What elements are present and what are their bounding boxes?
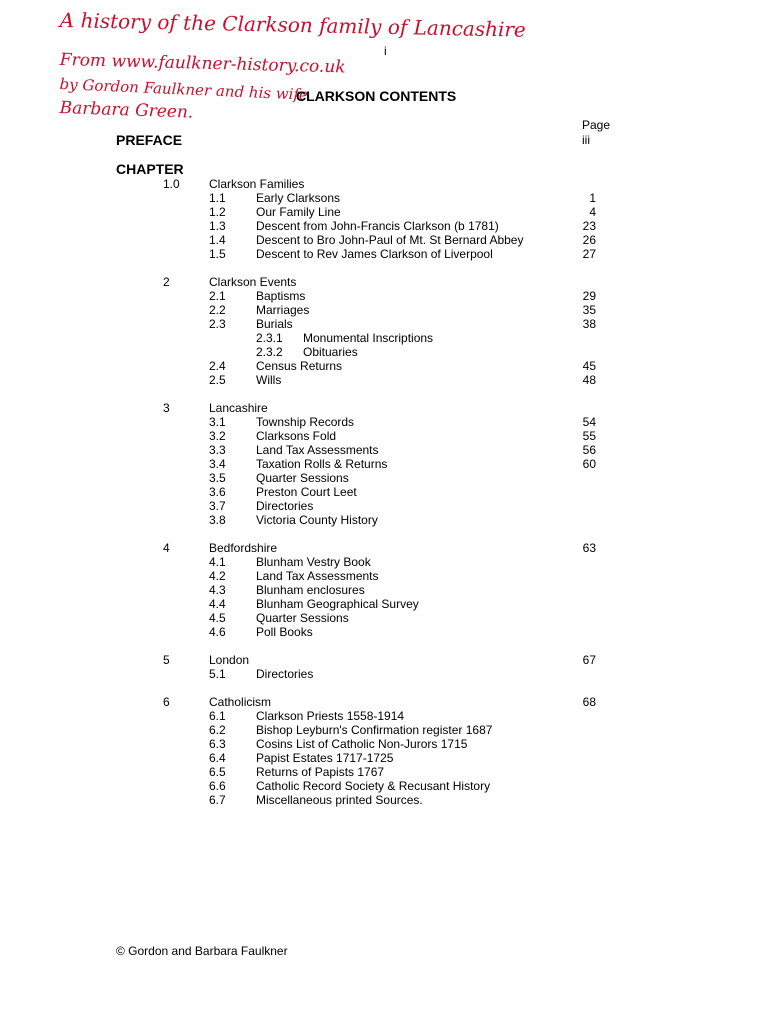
toc-section-number: 1.5 [209,247,226,261]
toc-section-number: 3.2 [209,429,226,443]
toc-section-number: 4.4 [209,597,226,611]
toc-section-row [0,457,770,471]
toc-section-number: 4.1 [209,555,226,569]
toc-section-row [0,303,770,317]
toc-section-row [0,415,770,429]
toc-page-number: 67 [582,653,596,667]
toc-section-title: Returns of Papists 1767 [256,765,385,779]
toc-section-title: Victoria County History [256,513,378,527]
toc-chapter-row [0,275,770,289]
toc-spacer [0,681,770,695]
toc-section-title: Census Returns [256,359,343,373]
toc-section-row [0,597,770,611]
toc-page-number: 29 [582,289,596,303]
toc-chapter-row [0,541,770,555]
page-title: CLARKSON CONTENTS [296,88,457,104]
toc-page-number: 54 [582,415,596,429]
toc-chapter-title: Clarkson Events [209,275,297,289]
toc-section-row [0,317,770,331]
toc-page-number: 38 [582,317,596,331]
toc-spacer [0,261,770,275]
page-column-header: Page [582,118,611,132]
toc-section-number: 4.5 [209,611,226,625]
toc-chapter-number: 4 [163,541,170,555]
toc-spacer [0,387,770,401]
toc-subsection-number: 2.3.1 [256,331,283,345]
chapter-heading: CHAPTER [116,161,184,177]
toc-chapter-row [0,653,770,667]
toc-chapter-number: 5 [163,653,170,667]
toc-page-number: 26 [582,233,596,247]
preface-page-number: iii [582,133,590,147]
toc-section-title: Land Tax Assessments [256,443,379,457]
toc-section-row [0,737,770,751]
toc-section-number: 1.2 [209,205,226,219]
toc-section-title: Land Tax Assessments [256,569,379,583]
toc-section-number: 6.5 [209,765,226,779]
toc-subsection-title: Obituaries [303,345,358,359]
toc-section-title: Marriages [256,303,310,317]
toc-section-title: Catholic Record Society & Recusant History [256,779,491,793]
toc-section-title: Our Family Line [256,205,341,219]
toc-section-title: Taxation Rolls & Returns [256,457,388,471]
toc-chapter-row [0,401,770,415]
toc-subsection-row [0,345,770,359]
toc-section-row [0,429,770,443]
toc-page-number: 1 [589,191,596,205]
toc-section-number: 1.4 [209,233,226,247]
toc-section-row [0,247,770,261]
toc-page-number: 4 [589,205,596,219]
toc-section-row [0,513,770,527]
toc-section-row [0,233,770,247]
toc-section-number: 3.1 [209,415,226,429]
toc-subsection-title: Monumental Inscriptions [303,331,434,345]
toc-section-row [0,359,770,373]
toc-section-title: Quarter Sessions [256,611,349,625]
toc-section-number: 3.3 [209,443,226,457]
toc-section-title: Poll Books [256,625,313,639]
toc-section-row [0,779,770,793]
toc-section-number: 2.1 [209,289,226,303]
toc-page-number: 48 [582,373,596,387]
toc-section-title: Burials [256,317,293,331]
toc-section-title: Clarkson Priests 1558-1914 [256,709,405,723]
toc-section-title: Blunham Geographical Survey [256,597,419,611]
toc-chapter-number: 6 [163,695,170,709]
toc-section-row [0,471,770,485]
toc-section-number: 2.2 [209,303,226,317]
toc-page-number: 23 [582,219,596,233]
toc-page-number: 35 [582,303,596,317]
toc-spacer [0,639,770,653]
toc-chapter-title: Clarkson Families [209,177,305,191]
toc-section-number: 3.4 [209,457,226,471]
toc-subsection-number: 2.3.2 [256,345,283,359]
toc-section-number: 5.1 [209,667,226,681]
toc-chapter-number: 3 [163,401,170,415]
toc-section-number: 3.7 [209,499,226,513]
toc-section-title: Township Records [256,415,355,429]
toc-chapter-title: London [209,653,250,667]
toc-section-row [0,555,770,569]
toc-section-row [0,443,770,457]
toc-section-row [0,667,770,681]
handwritten-source-annotation: From www.faulkner-history.co.uk [59,50,346,78]
toc-section-number: 1.1 [209,191,226,205]
toc-section-number: 2.3 [209,317,226,331]
toc-section-number: 4.2 [209,569,226,583]
toc-page-number: 27 [582,247,596,261]
toc-section-row [0,793,770,807]
toc-section-title: Early Clarksons [256,191,341,205]
page-number: i [384,44,387,58]
toc-section-row [0,765,770,779]
toc-page-number: 60 [582,457,596,471]
toc-section-row [0,569,770,583]
toc-chapter-number: 2 [163,275,170,289]
toc-chapter-title: Lancashire [209,401,268,415]
toc-section-number: 2.5 [209,373,226,387]
toc-section-number: 6.4 [209,751,226,765]
toc-section-row [0,219,770,233]
toc-page-number: 56 [582,443,596,457]
toc-section-number: 2.4 [209,359,226,373]
toc-section-title: Directories [256,499,314,513]
toc-section-row [0,709,770,723]
toc-section-title: Blunham Vestry Book [256,555,371,569]
toc-section-row [0,611,770,625]
toc-section-row [0,373,770,387]
toc-section-title: Descent to Rev James Clarkson of Liverpool [256,247,493,261]
handwritten-title-annotation: A history of the Clarkson family of Lancashire [59,8,527,42]
toc-section-row [0,485,770,499]
toc-page-number: 55 [582,429,596,443]
toc-section-number: 3.5 [209,471,226,485]
toc-subsection-row [0,331,770,345]
toc-section-number: 4.6 [209,625,226,639]
copyright-footer: © Gordon and Barbara Faulkner [116,944,288,958]
toc-section-title: Quarter Sessions [256,471,349,485]
toc-section-number: 6.1 [209,709,226,723]
toc-section-number: 6.2 [209,723,226,737]
toc-section-row [0,723,770,737]
toc-page-number: 63 [582,541,596,555]
toc-section-title: Bishop Leyburn's Confirmation register 1687 [256,723,493,737]
toc-section-title: Clarksons Fold [256,429,337,443]
toc-section-number: 3.8 [209,513,226,527]
toc-section-row [0,191,770,205]
toc-section-row [0,583,770,597]
toc-section-row [0,499,770,513]
toc-chapter-row [0,177,770,191]
toc-section-title: Cosins List of Catholic Non-Jurors 1715 [256,737,468,751]
handwritten-authors-annotation: by Gordon Faulkner and his wife [59,75,309,104]
toc-section-number: 1.3 [209,219,226,233]
preface-heading: PREFACE [116,132,183,148]
toc-section-row [0,751,770,765]
toc-page-number: 45 [582,359,596,373]
toc-section-number: 6.7 [209,793,226,807]
toc-section-title: Blunham enclosures [256,583,365,597]
toc-section-number: 6.6 [209,779,226,793]
toc-section-title: Descent from John-Francis Clarkson (b 1781) [256,219,499,233]
toc-section-row [0,289,770,303]
toc-chapter-title: Bedfordshire [209,541,278,555]
toc-section-title: Baptisms [256,289,306,303]
toc-section-title: Preston Court Leet [256,485,357,499]
toc-section-number: 6.3 [209,737,226,751]
toc-section-number: 4.3 [209,583,226,597]
toc-section-title: Descent to Bro John-Paul of Mt. St Bernard Abbey [256,233,524,247]
toc-section-title: Miscellaneous printed Sources. [256,793,423,807]
toc-spacer [0,527,770,541]
toc-section-title: Directories [256,667,314,681]
toc-section-row [0,205,770,219]
toc-chapter-title: Catholicism [209,695,272,709]
toc-chapter-number: 1.0 [163,177,180,191]
table-of-contents [0,177,770,807]
toc-section-row [0,625,770,639]
toc-section-title: Wills [256,373,282,387]
handwritten-authors-annotation-2: Barbara Green. [59,98,194,123]
toc-section-title: Papist Estates 1717-1725 [256,751,394,765]
toc-page-number: 68 [582,695,596,709]
toc-chapter-row [0,695,770,709]
toc-section-number: 3.6 [209,485,226,499]
